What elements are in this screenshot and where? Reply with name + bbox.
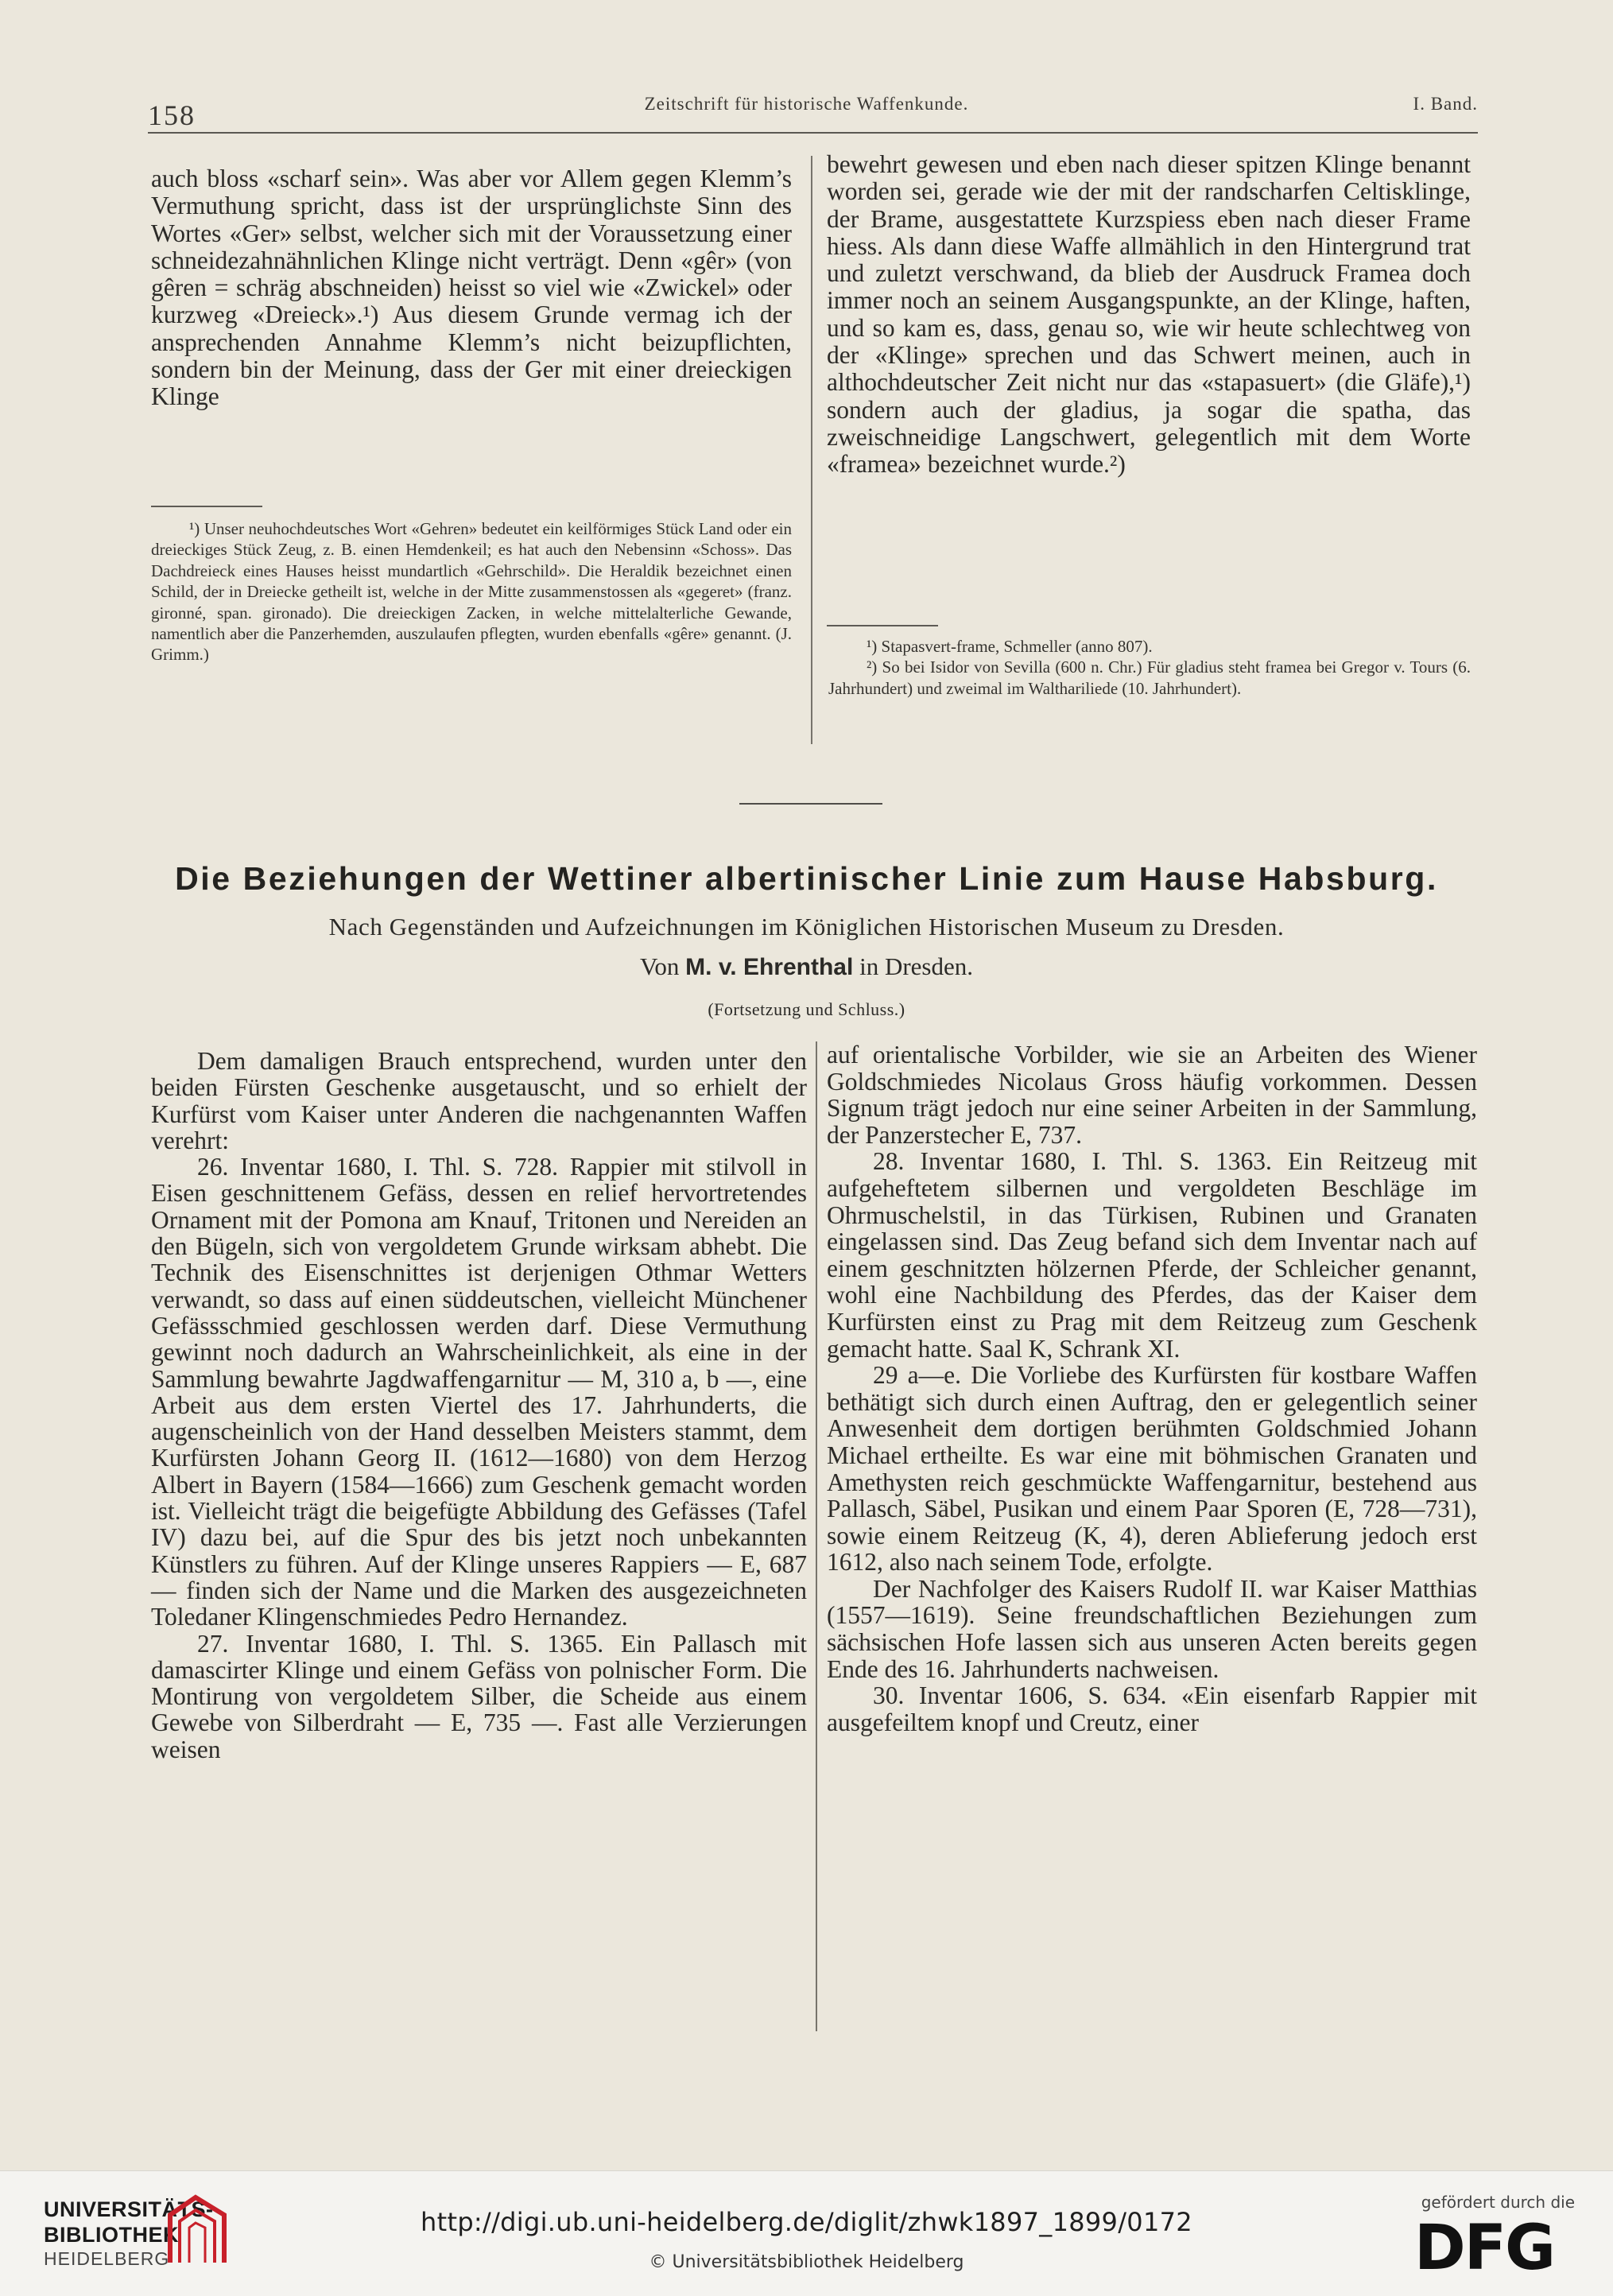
paragraph: 28. Inventar 1680, I. Thl. S. 1363. Ein Reitzeug mit aufgeheftetem silbernen und vergoldeten Beschläge im Ohrmuschelstil, in das Türkisen, Rubinen und Granaten eingelassen sind. Das Zeug befand sich dem Inventar nach auf einem geschnitzten hölzernen Pferde, der Schleicher genannt, wohl eine Nachbildung des Pferdes, das der Kaiser dem Kurfürsten einst zu Prag mit dem Reitzeug zum Geschenk gemacht hatte. Saal K, Schrank XI. [827,1147,1477,1363]
header-rule [148,132,1478,134]
footnotes-right [828,636,1471,699]
paragraph: 27. Inventar 1680, I. Thl. S. 1365. Ein Pallasch mit damascirter Klinge und einem Gefäss von polnischer Form. Die Montirung von vergoldetem Silber, die Scheide aus einem Gewebe von Silberdraht — E, 735 —. Fast alle Verzierungen weisen [151,1629,807,1763]
lower-left-column [151,1048,807,1763]
page-number: 158 [148,99,196,131]
permalink-url[interactable]: http://digi.ub.uni-heidelberg.de/diglit/zhwk1897_1899/0172 [421,2207,1192,2237]
copyright-notice: © Universitätsbibliothek Heidelberg [649,2252,964,2272]
column-divider-upper [811,156,812,744]
library-name-line2: BIBLIOTHEK [44,2223,179,2247]
paragraph: auch bloss «scharf sein». Was aber vor Allem gegen Klemm’s Vermuthung spricht, dass ist der ursprünglichste Sinn des Wortes «Ger» selbst, welcher sich mit der Voraussetzung einer schneidezahnähnlichen Klinge nicht verträgt. Denn «gêr» (von gêren = schräg abschneiden) heisst so viel wie «Zwickel» oder kurzweg «Dreieck».¹) Aus diesem Grunde vermag ich der ansprechenden Annahme Klemm’s nicht beizupflichten, sondern bin der Meinung, dass der Ger mit einer dreieckigen Klinge [151,165,792,411]
author-name: M. v. Ehrenthal [685,954,854,980]
lower-right-column [827,1041,1477,1736]
footnote: ²) So bei Isidor von Sevilla (600 n. Chr.) Für gladius steht framea bei Gregor v. Tours (6. Jahrhundert) und zweimal im Walthariliede (10. Jahrhundert). [828,657,1471,698]
article-separator [739,803,882,805]
paragraph: auf orientalische Vorbilder, wie sie an Arbeiten des Wiener Goldschmiedes Nicolaus Gross häufig vorkommen. Dessen Signum trägt jedoch nur eine seiner Arbeiten in der Sammlung, der Panzerstecher E, 737. [827,1041,1477,1149]
footnote: ¹) Unser neuhochdeutsches Wort «Gehren» bedeutet ein keilförmiges Stück Land oder ein dreieckiges Stück Zeug, z. B. einen Hemdenkeil; es hat auch den Nebensinn «Schoss». Das Dachdreieck eines Hauses heisst mundartlich «Gehrschild». Die Heraldik bezeichnet einen Schild, der in Dreiecke getheilt ist, welche in der Mitte zusammenstossen als «gegeret» (franz. gironné, span. gironado). Die dreieckigen Zacken, in welche mittelalterliche Gewande, namentlich aber die Panzerhemden, auszulaufen pflegten, wurden ebenfalls «gêre» genannt. (J. Grimm.) [151,519,792,665]
paragraph: 29 a—e. Die Vorliebe des Kurfürsten für kostbare Waffen bethätigt sich durch einen Auftrag, den er gelegentlich seiner Anwesenheit dem dortigen berühmten Goldschmied Johann Michael ertheilte. Es war eine mit böhmischen Granaten und Amethysten reich geschmückte Waffengarnitur, bestehend aus Pallasch, Säbel, Pusikan und einem Paar Sporen (E, 728—731), sowie einem Reitzeug (K, 4), deren Ablieferung jedoch erst 1612, also nach seinem Tode, erfolgte. [827,1361,1477,1577]
library-name-line1: UNIVERSITÄTS- [44,2197,214,2221]
byline-prefix: Von [640,952,680,980]
funding-label: gefördert durch die [1421,2193,1575,2212]
footnote-rule-right [827,625,938,626]
library-name-line3: HEIDELBERG [44,2248,170,2269]
continuation-note: (Fortsetzung und Schluss.) [708,999,905,1019]
dfg-logo-text: DFG [1414,2218,1555,2274]
byline [0,952,1613,981]
byline-suffix: in Dresden. [859,952,973,980]
dfg-logo-icon [1414,2218,1578,2274]
footnote-rule-left [151,506,262,507]
paragraph: 26. Inventar 1680, I. Thl. S. 728. Rappier mit stilvoll in Eisen geschnittenem Gefäss, dessen en relief hervortretendes Ornament mit der Pomona am Knauf, Tritonen und Nereiden an den Bügeln, sich von vergoldetem Grunde wirksam abhebt. Die Technik des Eisenschnittes ist derjenigen Othmar Wetters verwandt, so dass auf einen süddeutschen, vielleicht Münchener Gefässschmied geschlossen werden darf. Diese Vermuthung gewinnt noch dadurch an Wahrscheinlichkeit, als eine in der Sammlung bewahrte Jagdwaffengarnitur — M, 310 a, b —, eine Arbeit aus dem ersten Viertel des 17. Jahrhunderts, die augenscheinlich von der Hand desselben Meisters stammt, dem Kurfürsten Johann Georg II. (1612—1680) von dem Herzog Albert in Bayern (1584—1666) zum Geschenk gemacht worden ist. Vielleicht trägt die beigefügte Abbildung des Gefässes (Tafel IV) dazu bei, auf die Spur des bis jetzt noch unbekannten Künstlers zu führen. Auf der Klinge unseres Rappiers — E, 687 — finden sich der Name und die Marken des ausgezeichneten Toledaner Klingenschmiedes Pedro Hernandez. [151,1153,807,1631]
upper-left-column [151,165,792,411]
footnotes-left [151,518,792,665]
running-title: Zeitschrift für historische Waffenkunde. [644,94,969,114]
paragraph: Der Nachfolger des Kaisers Rudolf II. war Kaiser Matthias (1557—1619). Seine freundschaftlichen Beziehungen zum sächsischen Hofe lassen sich aus unseren Acten bereits gegen Ende des 16. Jahrhunderts nachweisen. [827,1574,1477,1683]
volume-label: I. Band. [1413,94,1478,114]
upper-right-column [827,151,1471,479]
column-divider-lower [816,1041,817,2031]
footnote: ¹) Stapasvert-frame, Schmeller (anno 807). [867,637,1153,656]
article-title: Die Beziehungen der Wettiner albertinischer Linie zum Hause Habsburg. [175,860,1438,897]
paragraph: bewehrt gewesen und eben nach dieser spitzen Klinge benannt worden sei, gerade wie der mit der randscharfen Celtisklinge, der Brame, ausgestattete Kurzspiess eben nach dieser Frame hiess. Als dann diese Waffe allmählich in den Hintergrund trat und zuletzt verschwand, da blieb der Ausdruck Framea doch immer noch an seinem Ausgangspunkte, an der Klinge, haften, und so kam es, dass, genau so, wie wir heute schlechtweg von der «Klinge» sprechen und das Schwert meinen, auch in althochdeutscher Zeit nicht nur das «stapasuert» (die Gläfe),¹) sondern auch der gladius, ja sogar die spatha, das zweischneidige Langschwert, gelegentlich mit dem Worte «framea» bezeichnet wurde.²) [827,150,1471,479]
paragraph: 30. Inventar 1606, S. 634. «Ein eisenfarb Rappier mit ausgefeiltem knopf und Creutz, einer [827,1681,1477,1736]
paragraph: Dem damaligen Brauch entsprechend, wurden unter den beiden Fürsten Geschenke ausgetauscht, und so erhielt der Kurfürst vom Kaiser unter Anderen die nachgenannten Waffen verehrt: [151,1047,807,1154]
article-subtitle: Nach Gegenständen und Aufzeichnungen im Königlichen Historischen Museum zu Dresden. [328,913,1285,941]
